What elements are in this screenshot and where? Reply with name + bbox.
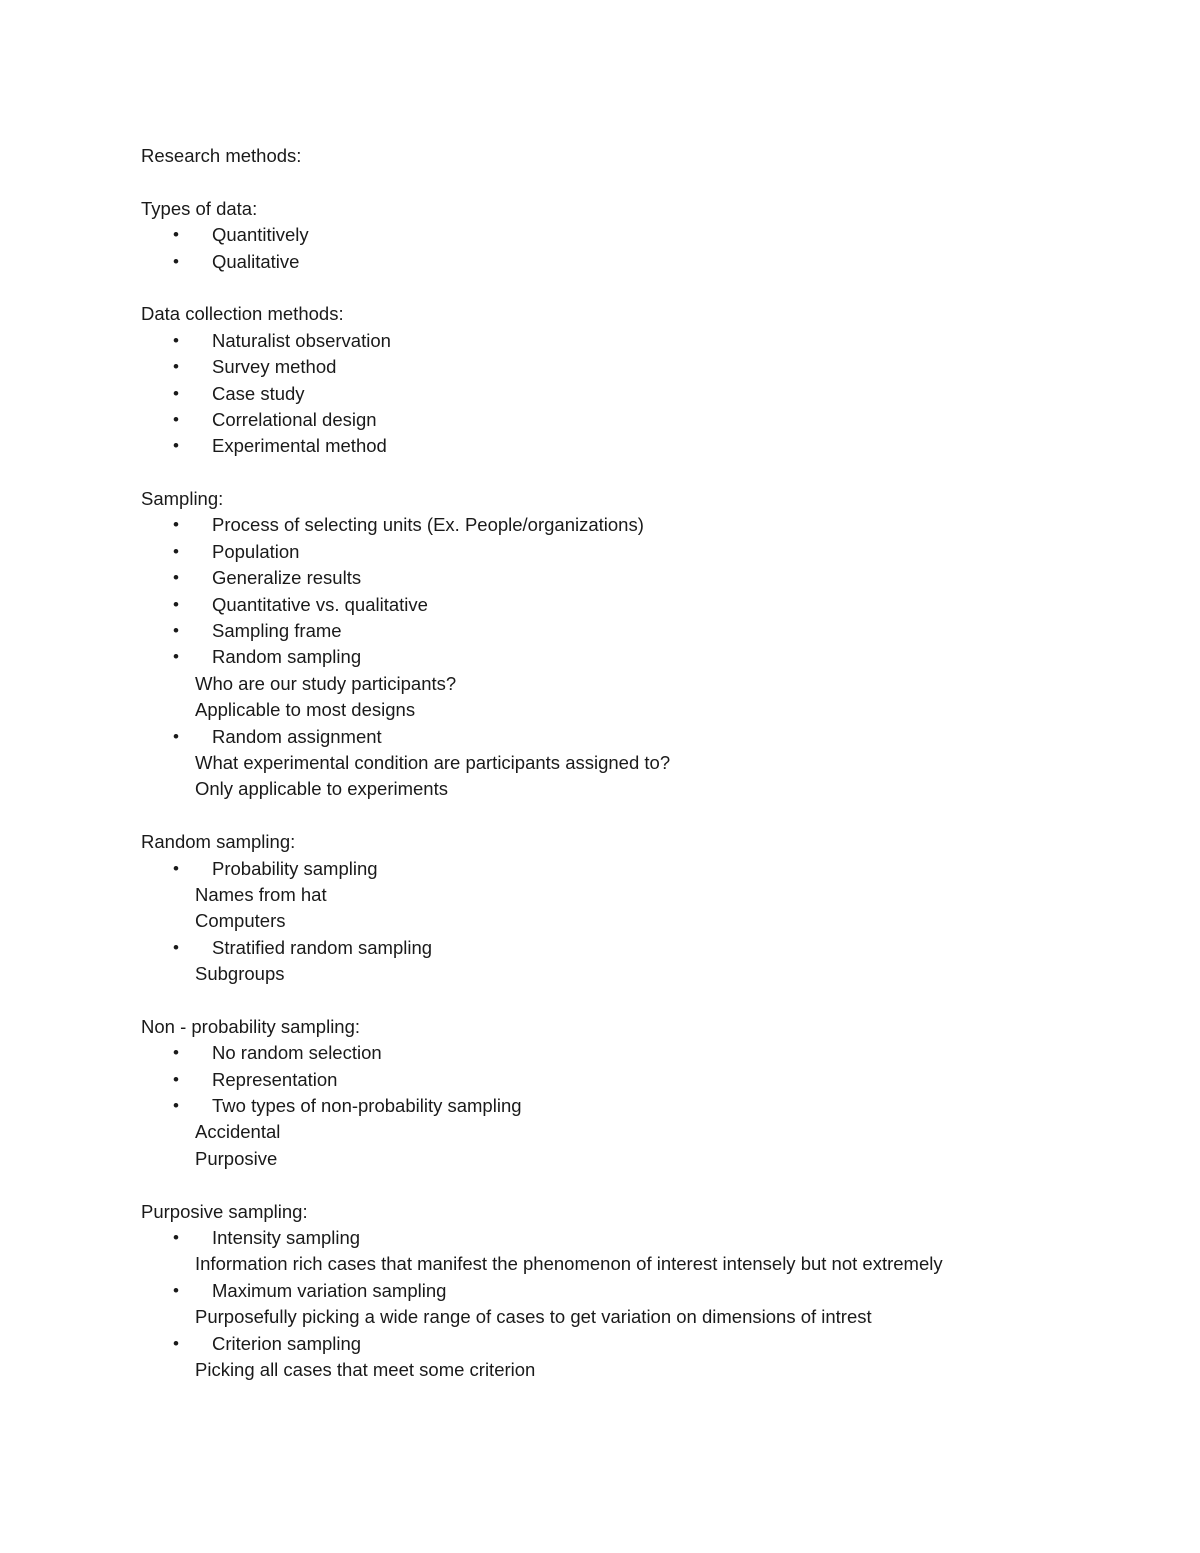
bullet-list xyxy=(141,1040,1081,1172)
bullet-text: Criterion sampling xyxy=(212,1332,362,1354)
section-heading: Data collection methods: xyxy=(141,303,344,325)
bullet-icon: • xyxy=(173,383,179,403)
bullet-text: Random sampling xyxy=(212,646,362,668)
bullet-item xyxy=(141,1093,1081,1119)
bullet-item xyxy=(141,433,1081,459)
bullet-text: Qualitative xyxy=(212,250,300,272)
bullet-text: Case study xyxy=(212,382,305,404)
bullet-list xyxy=(141,856,1081,988)
note-line: Who are our study participants? xyxy=(195,672,457,694)
section-list xyxy=(141,196,1081,1384)
bullet-icon: • xyxy=(173,568,179,588)
bullet-icon: • xyxy=(173,858,179,878)
note-line: Information rich cases that manifest the phenomenon of interest intensely but not extremely xyxy=(195,1253,943,1275)
note-line: Purposive xyxy=(195,1147,278,1169)
bullet-icon: • xyxy=(173,1333,179,1353)
bullet-text: Survey method xyxy=(212,356,337,378)
bullet-text: Sampling frame xyxy=(212,620,342,642)
bullet-item xyxy=(141,856,1081,882)
document-title: Research methods: xyxy=(141,145,302,166)
bullet-icon: • xyxy=(173,357,179,377)
bullet-text: Correlational design xyxy=(212,408,377,430)
bullet-icon: • xyxy=(173,647,179,667)
bullet-item xyxy=(141,565,1081,591)
bullet-text: Population xyxy=(212,540,300,562)
bullet-item xyxy=(141,1225,1081,1251)
section-heading: Types of data: xyxy=(141,197,258,219)
bullet-item xyxy=(141,407,1081,433)
section xyxy=(141,1199,1081,1384)
bullet-icon: • xyxy=(173,1069,179,1089)
note-line: What experimental condition are participants assigned to? xyxy=(195,751,671,773)
document-body xyxy=(141,143,1081,1383)
bullet-list xyxy=(141,222,1081,275)
bullet-item xyxy=(141,381,1081,407)
bullet-text: No random selection xyxy=(212,1042,382,1064)
bullet-item xyxy=(141,724,1081,750)
bullet-icon: • xyxy=(173,251,179,271)
bullet-text: Intensity sampling xyxy=(212,1227,361,1249)
section-heading: Non - probability sampling: xyxy=(141,1015,361,1037)
bullet-icon: • xyxy=(173,1280,179,1300)
bullet-item xyxy=(141,354,1081,380)
bullet-text: Naturalist observation xyxy=(212,329,391,351)
bullet-item xyxy=(141,222,1081,248)
note-line: Applicable to most designs xyxy=(195,699,416,721)
bullet-text: Quantitative vs. qualitative xyxy=(212,593,428,615)
bullet-text: Process of selecting units (Ex. People/organizations) xyxy=(212,514,644,536)
note-line: Picking all cases that meet some criterion xyxy=(195,1358,536,1380)
bullet-text: Representation xyxy=(212,1068,338,1090)
section xyxy=(141,486,1081,803)
bullet-item xyxy=(141,1278,1081,1304)
bullet-text: Stratified random sampling xyxy=(212,936,433,958)
bullet-item xyxy=(141,249,1081,275)
bullet-item xyxy=(141,592,1081,618)
bullet-item xyxy=(141,328,1081,354)
section-heading: Purposive sampling: xyxy=(141,1200,308,1222)
bullet-item xyxy=(141,539,1081,565)
bullet-icon: • xyxy=(173,621,179,641)
bullet-list xyxy=(141,512,1081,802)
bullet-icon: • xyxy=(173,436,179,456)
section xyxy=(141,196,1081,275)
bullet-text: Random assignment xyxy=(212,725,382,747)
bullet-text: Probability sampling xyxy=(212,857,378,879)
bullet-icon: • xyxy=(173,1228,179,1248)
bullet-text: Generalize results xyxy=(212,567,362,589)
bullet-icon: • xyxy=(173,541,179,561)
bullet-text: Maximum variation sampling xyxy=(212,1279,447,1301)
bullet-text: Experimental method xyxy=(212,435,387,457)
bullet-item xyxy=(141,1331,1081,1357)
bullet-icon: • xyxy=(173,225,179,245)
section-heading: Random sampling: xyxy=(141,831,296,853)
bullet-icon: • xyxy=(173,726,179,746)
bullet-item xyxy=(141,935,1081,961)
section xyxy=(141,829,1081,987)
note-line: Purposefully picking a wide range of cases to get variation on dimensions of intrest xyxy=(195,1306,872,1328)
bullet-icon: • xyxy=(173,594,179,614)
note-line: Only applicable to experiments xyxy=(195,778,448,800)
bullet-icon: • xyxy=(173,409,179,429)
section xyxy=(141,301,1081,459)
note-line: Computers xyxy=(195,910,286,932)
bullet-icon: • xyxy=(173,1043,179,1063)
bullet-text: Two types of non-probability sampling xyxy=(212,1095,522,1117)
bullet-item xyxy=(141,644,1081,670)
bullet-text: Quantitively xyxy=(212,224,309,246)
bullet-item xyxy=(141,1040,1081,1066)
note-line: Names from hat xyxy=(195,883,327,905)
bullet-list xyxy=(141,1225,1081,1383)
bullet-icon: • xyxy=(173,330,179,350)
section xyxy=(141,1014,1081,1172)
note-line: Subgroups xyxy=(195,963,285,985)
bullet-list xyxy=(141,328,1081,460)
bullet-icon: • xyxy=(173,1096,179,1116)
bullet-item xyxy=(141,1067,1081,1093)
bullet-item xyxy=(141,512,1081,538)
note-line: Accidental xyxy=(195,1121,281,1143)
section-heading: Sampling: xyxy=(141,488,224,510)
bullet-item xyxy=(141,618,1081,644)
bullet-icon: • xyxy=(173,937,179,957)
bullet-icon: • xyxy=(173,515,179,535)
